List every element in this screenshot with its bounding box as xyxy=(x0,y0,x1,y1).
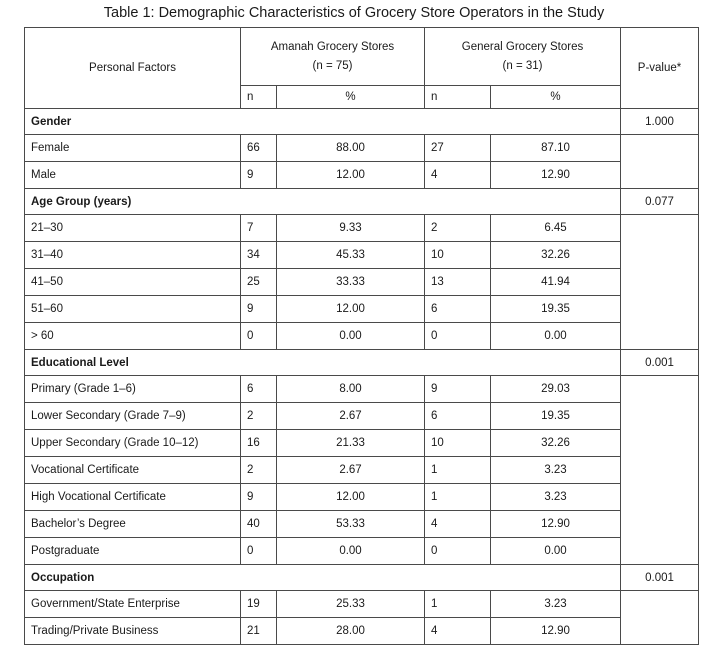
pvalue-gender: 1.000 xyxy=(621,109,699,135)
general-pct: 3.23 xyxy=(491,484,621,511)
amanah-pct: 0.00 xyxy=(277,323,425,350)
row-label: 31–40 xyxy=(25,242,241,269)
pvalue-spacer xyxy=(621,376,699,565)
general-pct: 87.10 xyxy=(491,135,621,162)
table-row xyxy=(25,215,699,242)
general-pct: 41.94 xyxy=(491,269,621,296)
table-row xyxy=(25,323,699,350)
general-n: 2 xyxy=(425,215,491,242)
row-label: Male xyxy=(25,162,241,189)
row-label: Vocational Certificate xyxy=(25,457,241,484)
general-n: 0 xyxy=(425,538,491,565)
group-row-occupation xyxy=(25,565,699,591)
general-pct: 32.26 xyxy=(491,242,621,269)
general-n: 4 xyxy=(425,618,491,645)
amanah-pct: 2.67 xyxy=(277,403,425,430)
row-label: 21–30 xyxy=(25,215,241,242)
header-general-n: n xyxy=(425,86,491,109)
pvalue-spacer xyxy=(621,591,699,645)
header-amanah-n: n xyxy=(241,86,277,109)
amanah-pct: 9.33 xyxy=(277,215,425,242)
amanah-pct: 12.00 xyxy=(277,484,425,511)
row-label: > 60 xyxy=(25,323,241,350)
general-pct: 12.90 xyxy=(491,162,621,189)
header-amanah-count: (n = 75) xyxy=(312,59,353,72)
amanah-pct: 8.00 xyxy=(277,376,425,403)
table-row xyxy=(25,135,699,162)
amanah-pct: 33.33 xyxy=(277,269,425,296)
amanah-n: 0 xyxy=(241,323,277,350)
group-row-age xyxy=(25,189,699,215)
general-pct: 29.03 xyxy=(491,376,621,403)
general-pct: 0.00 xyxy=(491,323,621,350)
amanah-n: 7 xyxy=(241,215,277,242)
table-row xyxy=(25,538,699,565)
amanah-pct: 12.00 xyxy=(277,296,425,323)
general-n: 6 xyxy=(425,403,491,430)
table-row xyxy=(25,269,699,296)
general-pct: 3.23 xyxy=(491,591,621,618)
general-pct: 19.35 xyxy=(491,296,621,323)
header-general-count: (n = 31) xyxy=(502,59,543,72)
amanah-pct: 45.33 xyxy=(277,242,425,269)
table-row xyxy=(25,457,699,484)
row-label: Bachelor’s Degree xyxy=(25,511,241,538)
general-pct: 12.90 xyxy=(491,618,621,645)
general-n: 10 xyxy=(425,242,491,269)
amanah-n: 40 xyxy=(241,511,277,538)
table-row xyxy=(25,430,699,457)
amanah-n: 9 xyxy=(241,296,277,323)
amanah-n: 2 xyxy=(241,457,277,484)
table-row xyxy=(25,403,699,430)
general-n: 4 xyxy=(425,162,491,189)
group-label-age: Age Group (years) xyxy=(25,189,621,215)
table-row xyxy=(25,242,699,269)
amanah-pct: 2.67 xyxy=(277,457,425,484)
general-pct: 3.23 xyxy=(491,457,621,484)
general-n: 10 xyxy=(425,430,491,457)
row-label: Trading/Private Business xyxy=(25,618,241,645)
row-label: 41–50 xyxy=(25,269,241,296)
header-pvalue: P-value* xyxy=(621,28,699,109)
amanah-pct: 21.33 xyxy=(277,430,425,457)
amanah-pct: 12.00 xyxy=(277,162,425,189)
general-pct: 32.26 xyxy=(491,430,621,457)
general-n: 9 xyxy=(425,376,491,403)
header-amanah-title: Amanah Grocery Stores xyxy=(270,40,395,53)
header-personal-factors: Personal Factors xyxy=(25,28,241,109)
row-label: Primary (Grade 1–6) xyxy=(25,376,241,403)
pvalue-spacer xyxy=(621,135,699,189)
general-pct: 12.90 xyxy=(491,511,621,538)
group-label-occupation: Occupation xyxy=(25,565,621,591)
header-amanah-pct: % xyxy=(277,86,425,109)
pvalue-education: 0.001 xyxy=(621,350,699,376)
table-row xyxy=(25,511,699,538)
amanah-n: 25 xyxy=(241,269,277,296)
amanah-pct: 53.33 xyxy=(277,511,425,538)
table-row xyxy=(25,162,699,189)
table-row xyxy=(25,296,699,323)
amanah-pct: 88.00 xyxy=(277,135,425,162)
amanah-n: 0 xyxy=(241,538,277,565)
row-label: Postgraduate xyxy=(25,538,241,565)
amanah-n: 6 xyxy=(241,376,277,403)
group-label-education: Educational Level xyxy=(25,350,621,376)
amanah-n: 34 xyxy=(241,242,277,269)
header-amanah xyxy=(241,28,425,86)
pvalue-occupation: 0.001 xyxy=(621,565,699,591)
amanah-n: 2 xyxy=(241,403,277,430)
general-n: 1 xyxy=(425,484,491,511)
general-n: 1 xyxy=(425,457,491,484)
general-pct: 6.45 xyxy=(491,215,621,242)
header-general-title: General Grocery Stores xyxy=(461,40,584,53)
table-row xyxy=(25,484,699,511)
table-row xyxy=(25,591,699,618)
amanah-pct: 0.00 xyxy=(277,538,425,565)
pvalue-age: 0.077 xyxy=(621,189,699,215)
row-label: High Vocational Certificate xyxy=(25,484,241,511)
amanah-n: 66 xyxy=(241,135,277,162)
group-row-education xyxy=(25,350,699,376)
row-label: Female xyxy=(25,135,241,162)
general-pct: 19.35 xyxy=(491,403,621,430)
table-row xyxy=(25,376,699,403)
amanah-n: 19 xyxy=(241,591,277,618)
row-label: Upper Secondary (Grade 10–12) xyxy=(25,430,241,457)
demographics-table xyxy=(24,27,699,645)
amanah-n: 9 xyxy=(241,484,277,511)
amanah-pct: 28.00 xyxy=(277,618,425,645)
table-caption: Table 1: Demographic Characteristics of Grocery Store Operators in the Study xyxy=(103,5,605,21)
general-n: 1 xyxy=(425,591,491,618)
amanah-pct: 25.33 xyxy=(277,591,425,618)
general-n: 0 xyxy=(425,323,491,350)
general-pct: 0.00 xyxy=(491,538,621,565)
general-n: 6 xyxy=(425,296,491,323)
group-row-gender xyxy=(25,109,699,135)
header-general xyxy=(425,28,621,86)
pvalue-spacer xyxy=(621,215,699,350)
amanah-n: 21 xyxy=(241,618,277,645)
row-label: 51–60 xyxy=(25,296,241,323)
row-label: Government/State Enterprise xyxy=(25,591,241,618)
row-label: Lower Secondary (Grade 7–9) xyxy=(25,403,241,430)
general-n: 4 xyxy=(425,511,491,538)
header-general-pct: % xyxy=(491,86,621,109)
group-label-gender: Gender xyxy=(25,109,621,135)
amanah-n: 16 xyxy=(241,430,277,457)
amanah-n: 9 xyxy=(241,162,277,189)
table-row xyxy=(25,618,699,645)
general-n: 27 xyxy=(425,135,491,162)
general-n: 13 xyxy=(425,269,491,296)
